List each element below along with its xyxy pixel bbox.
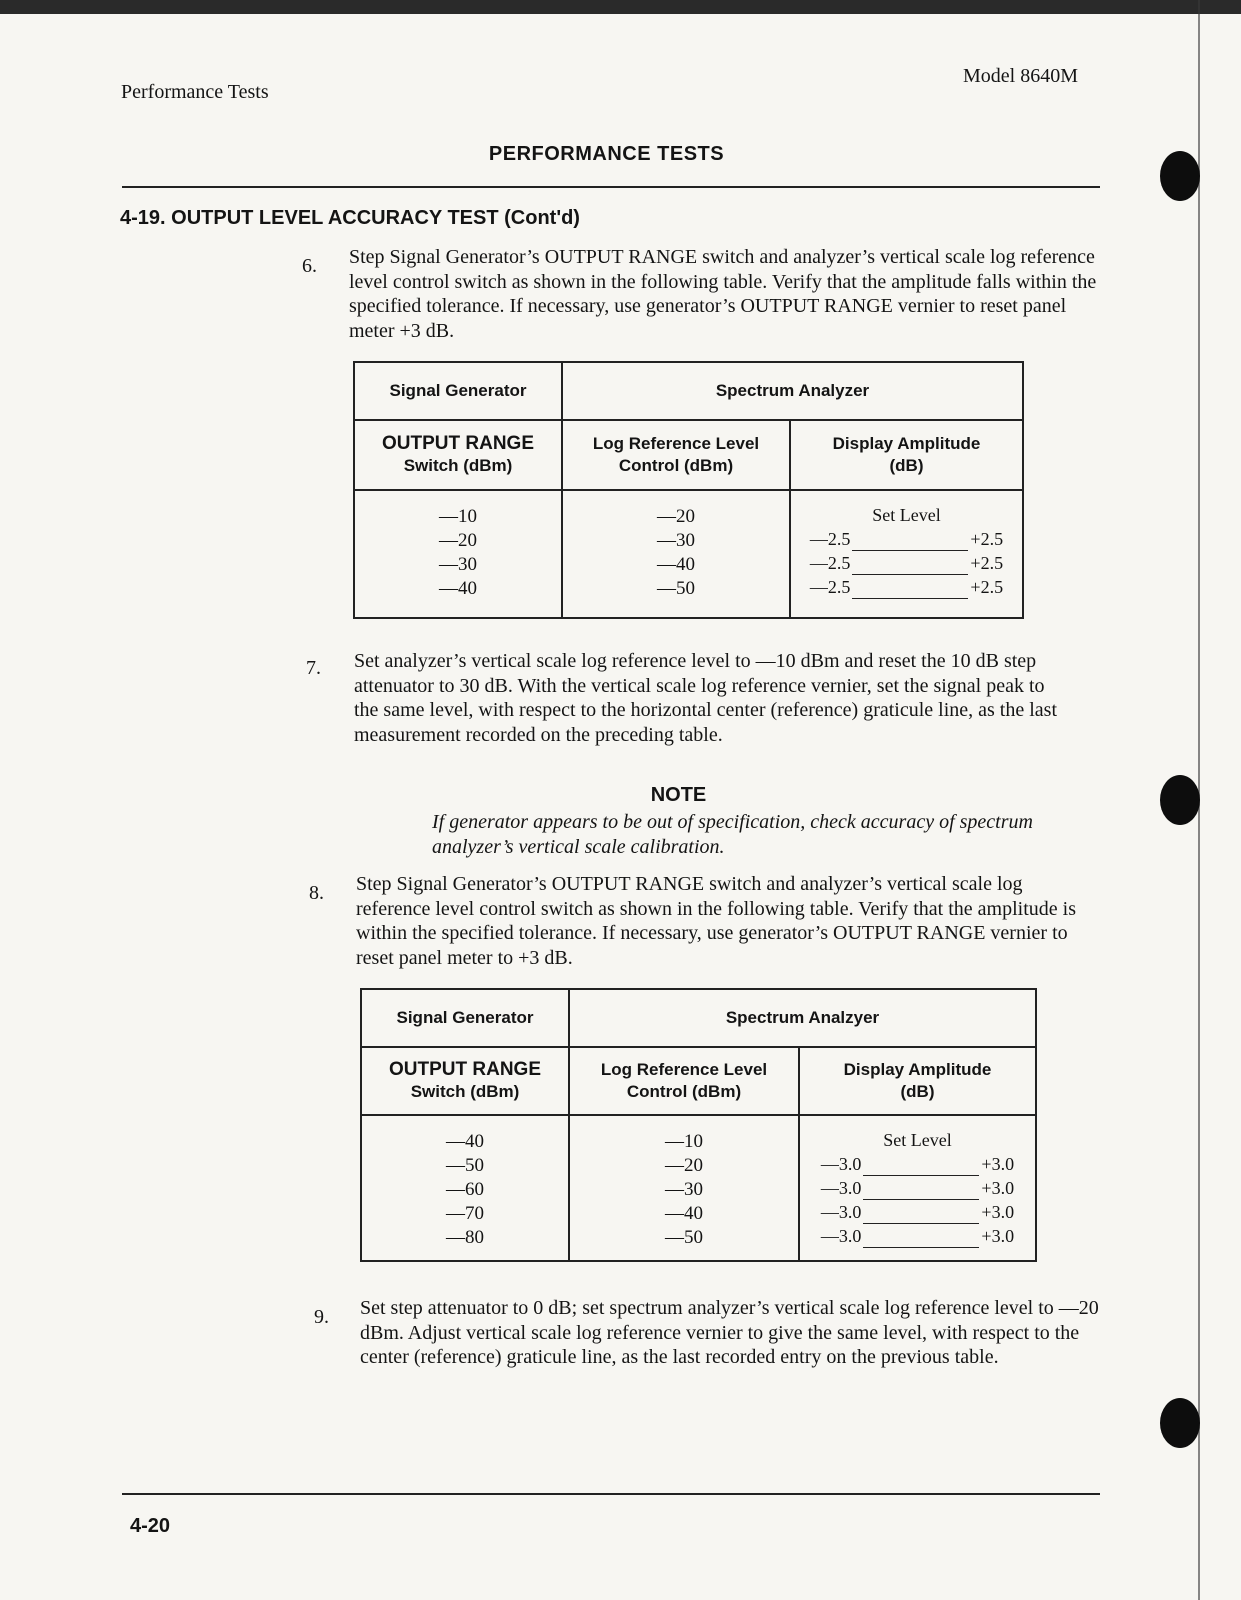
column-header-line: OUTPUT RANGE — [389, 1059, 541, 1080]
step-number: 6. — [302, 255, 317, 277]
column-header-line: Switch (dBm) — [410, 1082, 520, 1101]
tolerance-row — [791, 575, 1022, 599]
record-blank-line — [852, 558, 968, 575]
tolerance-high: +3.0 — [981, 1226, 1015, 1246]
table-cell: —30 — [665, 1179, 703, 1200]
group-header-spectrum-analyzer: Spectrum Analyzer — [562, 362, 1023, 420]
tolerance-low: —2.5 — [809, 577, 851, 597]
step-number: 8. — [309, 882, 324, 904]
log-reference-values — [562, 490, 790, 618]
spec-table-2 — [360, 988, 1037, 1262]
table-cell: —60 — [446, 1179, 484, 1200]
table-cell: —40 — [657, 554, 695, 575]
table-cell: —80 — [446, 1227, 484, 1248]
column-header-line: Control (dBm) — [618, 456, 734, 475]
column-header-line: Display Amplitude — [843, 1060, 992, 1079]
set-level-label: Set Level — [872, 505, 941, 525]
column-header-line: Switch (dBm) — [403, 456, 513, 475]
record-blank-line — [863, 1231, 979, 1248]
step-number: 7. — [306, 657, 321, 679]
step-text: Step Signal Generator’s OUTPUT RANGE switch and analyzer’s vertical scale log reference level control switch as shown in the following table. Verify that the amplitude is within the specified tolerance. If necessary, use generator’s OUTPUT RANGE vernier to reset panel meter to +3 dB. — [356, 873, 1076, 969]
table-cell: —40 — [439, 578, 477, 599]
column-header-line: (dB) — [889, 456, 924, 475]
group-header-signal-generator: Signal Generator — [354, 362, 562, 420]
column-header-line: Log Reference Level — [600, 1060, 768, 1079]
group-header-spectrum-analyzer: Spectrum Analzyer — [569, 989, 1036, 1047]
scan-top-border — [0, 0, 1241, 14]
table-cell: —40 — [665, 1203, 703, 1224]
table-cell: —20 — [439, 530, 477, 551]
binder-hole-bottom — [1160, 1398, 1200, 1448]
column-header-line: (dB) — [900, 1082, 935, 1101]
tolerance-low: —2.5 — [809, 529, 851, 549]
column-header-line: Log Reference Level — [592, 434, 760, 453]
table-cell: —50 — [657, 578, 695, 599]
table-cell: —30 — [439, 554, 477, 575]
step-number: 9. — [314, 1306, 329, 1328]
set-level-label: Set Level — [883, 1130, 952, 1150]
tolerance-high: +3.0 — [981, 1202, 1015, 1222]
tolerance-low: —3.0 — [820, 1226, 862, 1246]
header-rule — [122, 186, 1100, 188]
column-header-output-range — [361, 1047, 569, 1115]
log-reference-values — [569, 1115, 799, 1261]
step-text: Step Signal Generator’s OUTPUT RANGE switch and analyzer’s vertical scale log reference level control switch as shown in the following table. Verify that the amplitude falls within the specified tolerance. If necessary, use generator’s OUTPUT RANGE vernier to reset panel meter +3 dB. — [349, 246, 1097, 342]
table-cell: —30 — [657, 530, 695, 551]
record-blank-line — [852, 582, 968, 599]
output-range-values — [361, 1115, 569, 1261]
tolerance-low: —3.0 — [820, 1202, 862, 1222]
column-header-log-reference — [562, 420, 790, 490]
table-cell: —20 — [657, 506, 695, 527]
table-cell: —20 — [665, 1155, 703, 1176]
note-text: If generator appears to be out of specification, check accuracy of spectrum analyzer’s vertical scale calibration. — [432, 811, 1033, 858]
tolerance-row — [791, 527, 1022, 551]
section-title: 4-19. OUTPUT LEVEL ACCURACY TEST (Cont'd) — [120, 207, 580, 229]
record-blank-line — [863, 1183, 979, 1200]
column-header-line: Control (dBm) — [626, 1082, 742, 1101]
tolerance-low: —3.0 — [820, 1178, 862, 1198]
table-cell: —40 — [446, 1131, 484, 1152]
column-header-display-amplitude — [799, 1047, 1036, 1115]
tolerance-low: —3.0 — [820, 1154, 862, 1174]
record-blank-line — [863, 1159, 979, 1176]
tolerance-row — [800, 1200, 1035, 1224]
record-blank-line — [863, 1207, 979, 1224]
tolerance-high: +3.0 — [981, 1178, 1015, 1198]
table-cell: —10 — [439, 506, 477, 527]
footer-rule — [122, 1493, 1100, 1495]
column-header-line: Display Amplitude — [832, 434, 981, 453]
display-amplitude-values — [799, 1115, 1036, 1261]
tolerance-high: +2.5 — [970, 529, 1004, 549]
output-range-values — [354, 490, 562, 618]
running-header-right: Model 8640M — [963, 65, 1078, 87]
step-text: Set step attenuator to 0 dB; set spectrum analyzer’s vertical scale log reference level to —20 dBm. Adjust vertical scale log reference vernier to give the same level, with respect to the center (reference) graticule line, as the last recorded entry on the previous table. — [360, 1297, 1099, 1368]
column-header-output-range — [354, 420, 562, 490]
tolerance-row — [800, 1224, 1035, 1248]
tolerance-high: +2.5 — [970, 553, 1004, 573]
spec-table-1 — [353, 361, 1024, 619]
column-header-display-amplitude — [790, 420, 1023, 490]
tolerance-high: +3.0 — [981, 1154, 1015, 1174]
table-cell: —70 — [446, 1203, 484, 1224]
group-header-signal-generator: Signal Generator — [361, 989, 569, 1047]
page-number: 4-20 — [130, 1515, 171, 1537]
table-cell: —50 — [665, 1227, 703, 1248]
column-header-line: OUTPUT RANGE — [382, 433, 534, 454]
display-amplitude-values — [790, 490, 1023, 618]
page-title: PERFORMANCE TESTS — [488, 143, 725, 165]
tolerance-row — [800, 1176, 1035, 1200]
step-text: Set analyzer’s vertical scale log reference level to —10 dBm and reset the 10 dB step attenuator to 30 dB. With the vertical scale log reference vernier, set the signal peak to the same level, with respect to the horizontal center (reference) graticule line, as the last measurement recorded on the preceding table. — [354, 650, 1058, 746]
tolerance-low: —2.5 — [809, 553, 851, 573]
running-header-left: Performance Tests — [121, 81, 269, 103]
tolerance-row — [791, 551, 1022, 575]
column-header-log-reference — [569, 1047, 799, 1115]
record-blank-line — [852, 534, 968, 551]
note-label: NOTE — [650, 784, 707, 806]
tolerance-row — [800, 1152, 1035, 1176]
tolerance-high: +2.5 — [970, 577, 1004, 597]
table-cell: —10 — [665, 1131, 703, 1152]
table-cell: —50 — [446, 1155, 484, 1176]
